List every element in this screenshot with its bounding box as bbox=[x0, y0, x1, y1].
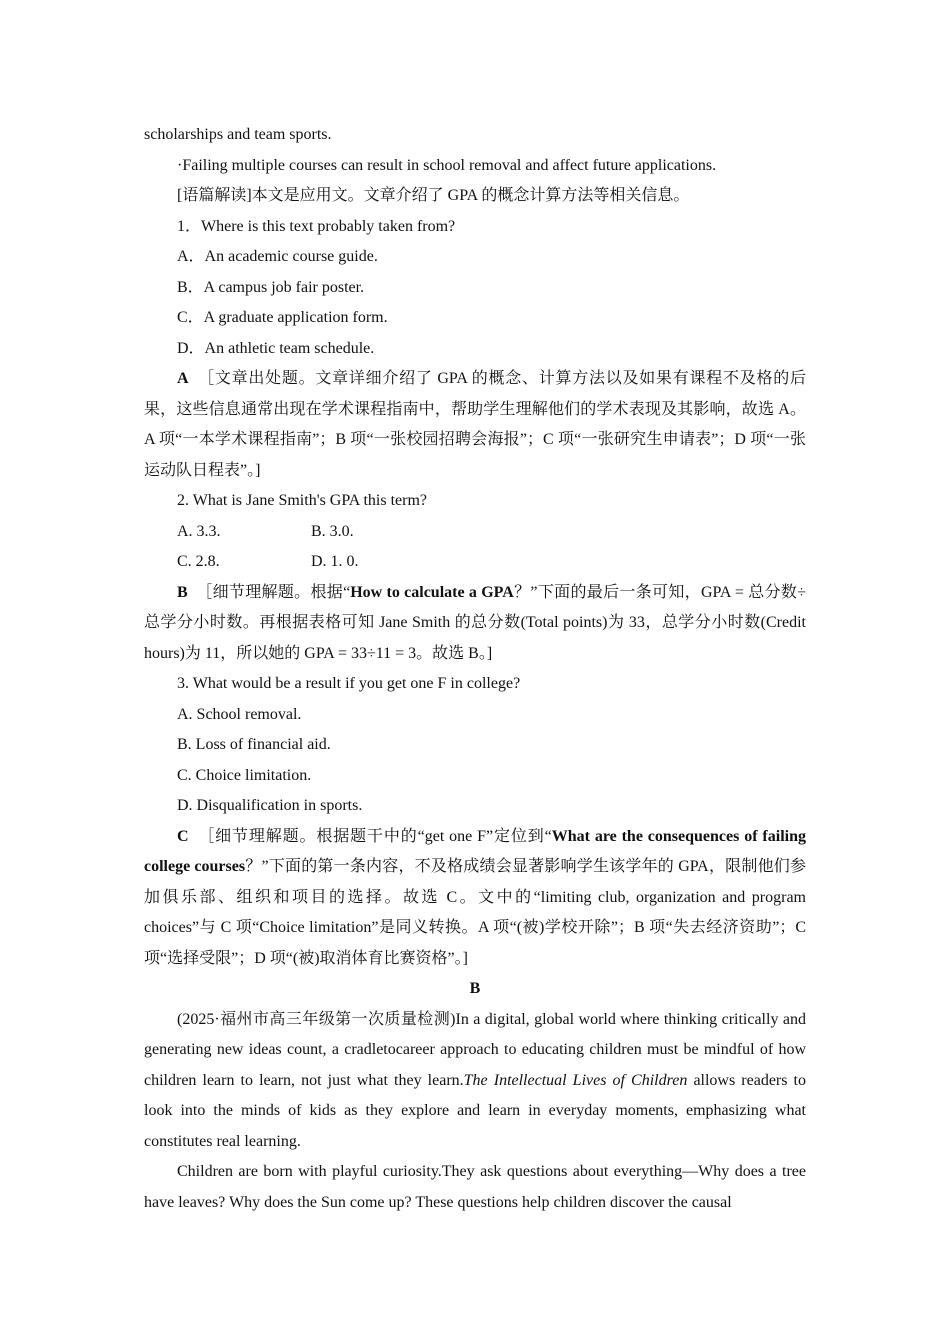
question-2-explanation-bold: How to calculate a GPA bbox=[350, 583, 514, 601]
question-2-options-row-2 bbox=[144, 547, 806, 578]
passage-analysis bbox=[144, 181, 806, 212]
text-line: scholarships and team sports. bbox=[144, 126, 332, 143]
question-2-options-row-1 bbox=[144, 517, 806, 548]
passage-paragraph-1 bbox=[144, 1005, 806, 1158]
passage-paragraph-2: Children are born with playful curiosity.They ask questions about everything—Why does a tree have leaves? Why does the Sun come up? These questions help children discover the causal bbox=[144, 1163, 806, 1211]
question-2-explanation-text-2: ？”下面的最后一条可知，GPA = 总分数÷总学分小时数。再根据表格可知 Jane Smith 的总分数(Total points)为 33，总学分小时数(Credit hours)为 11，所以她的 GPA = 33÷11 = 3。故选 B。] bbox=[144, 583, 806, 662]
question-2-stem: 2. What is Jane Smith's GPA this term? bbox=[177, 492, 427, 509]
question-2-answer: B bbox=[177, 583, 188, 601]
analysis-text: 本文是应用文。文章介绍了 GPA 的概念计算方法等相关信息。 bbox=[251, 187, 690, 204]
document-body bbox=[144, 120, 806, 1218]
question-3-explanation-bold: What are the consequences of failing college courses bbox=[144, 827, 806, 875]
question-1-option-c: C．A graduate application form. bbox=[177, 309, 388, 326]
question-1-stem: 1．Where is this text probably taken from? bbox=[177, 217, 456, 235]
question-3-answer: C bbox=[177, 827, 189, 845]
question-1-answer: A bbox=[177, 370, 189, 387]
paragraph-text: (2025·福州市高三年级第一次质量检测)In a digital, global world where thinking critically and generating new ideas count, a cradletocareer approach to educating children must be mindful of how children learn to learn, not just what they learn. bbox=[144, 1010, 806, 1089]
question-3-stem: 3. What would be a result if you get one F in college? bbox=[177, 675, 521, 692]
question-3-option-a: A. School removal. bbox=[177, 705, 302, 723]
question-3-explanation-text: ［细节理解题。根据题干中的“get one F”定位到“ bbox=[206, 827, 552, 845]
question-2-explanation-text: ［细节理解题。根据“ bbox=[204, 583, 351, 601]
text-line: ·Failing multiple courses can result in school removal and affect future applications. bbox=[177, 156, 717, 174]
question-3-option-d: D. Disqualification in sports. bbox=[177, 797, 363, 814]
question-2-option-d: D. 1. 0. bbox=[311, 553, 359, 570]
question-1-option-d: D．An athletic team schedule. bbox=[177, 339, 375, 357]
question-1-explanation bbox=[144, 364, 806, 486]
question-2-option-c: C. 2.8. bbox=[177, 553, 220, 570]
analysis-tag: [语篇解读] bbox=[177, 187, 252, 204]
question-1-explanation-text: ［文章出处题。文章详细介绍了 GPA 的概念、计算方法以及如果有课程不及格的后果，这些信息通常出现在学术课程指南中，帮助学生理解他们的学术表现及其影响，故选 A。A 项“一本学术课程指南”；B 项“一张校园招聘会海报”；C 项“一张研究生申请表”；D 项“一张运动队日程表”。] bbox=[144, 370, 806, 479]
question-3-option-c: C. Choice limitation. bbox=[177, 766, 312, 784]
question-3-explanation bbox=[144, 822, 806, 975]
question-2-explanation bbox=[144, 578, 806, 670]
paragraph-text-2: allows readers to look into the minds of kids as they explore and learn in everyday moments, emphasizing what constitutes real learning. bbox=[144, 1071, 807, 1150]
book-title: The Intellectual Lives of Children bbox=[463, 1071, 688, 1089]
question-1-option-a: A．An academic course guide. bbox=[177, 248, 378, 265]
question-2-option-a: A. 3.3. bbox=[177, 522, 221, 540]
section-heading: B bbox=[469, 980, 481, 997]
question-1-option-b: B．A campus job fair poster. bbox=[177, 278, 365, 296]
question-3-option-b: B. Loss of financial aid. bbox=[177, 736, 331, 753]
question-3-explanation-text-2: ？”下面的第一条内容，不及格成绩会显著影响学生该学年的 GPA，限制他们参加俱乐部、组织和项目的选择。故选 C。文中的“limiting club, organization and program choices”与 C 项“Choice limitation”是同义转换。A 项“(被)学校开除”；B 项“失去经济资助”；C 项“选择受限”；D 项“(被)取消体育比赛资格”。] bbox=[144, 858, 806, 967]
question-2-option-b: B. 3.0. bbox=[311, 522, 354, 540]
